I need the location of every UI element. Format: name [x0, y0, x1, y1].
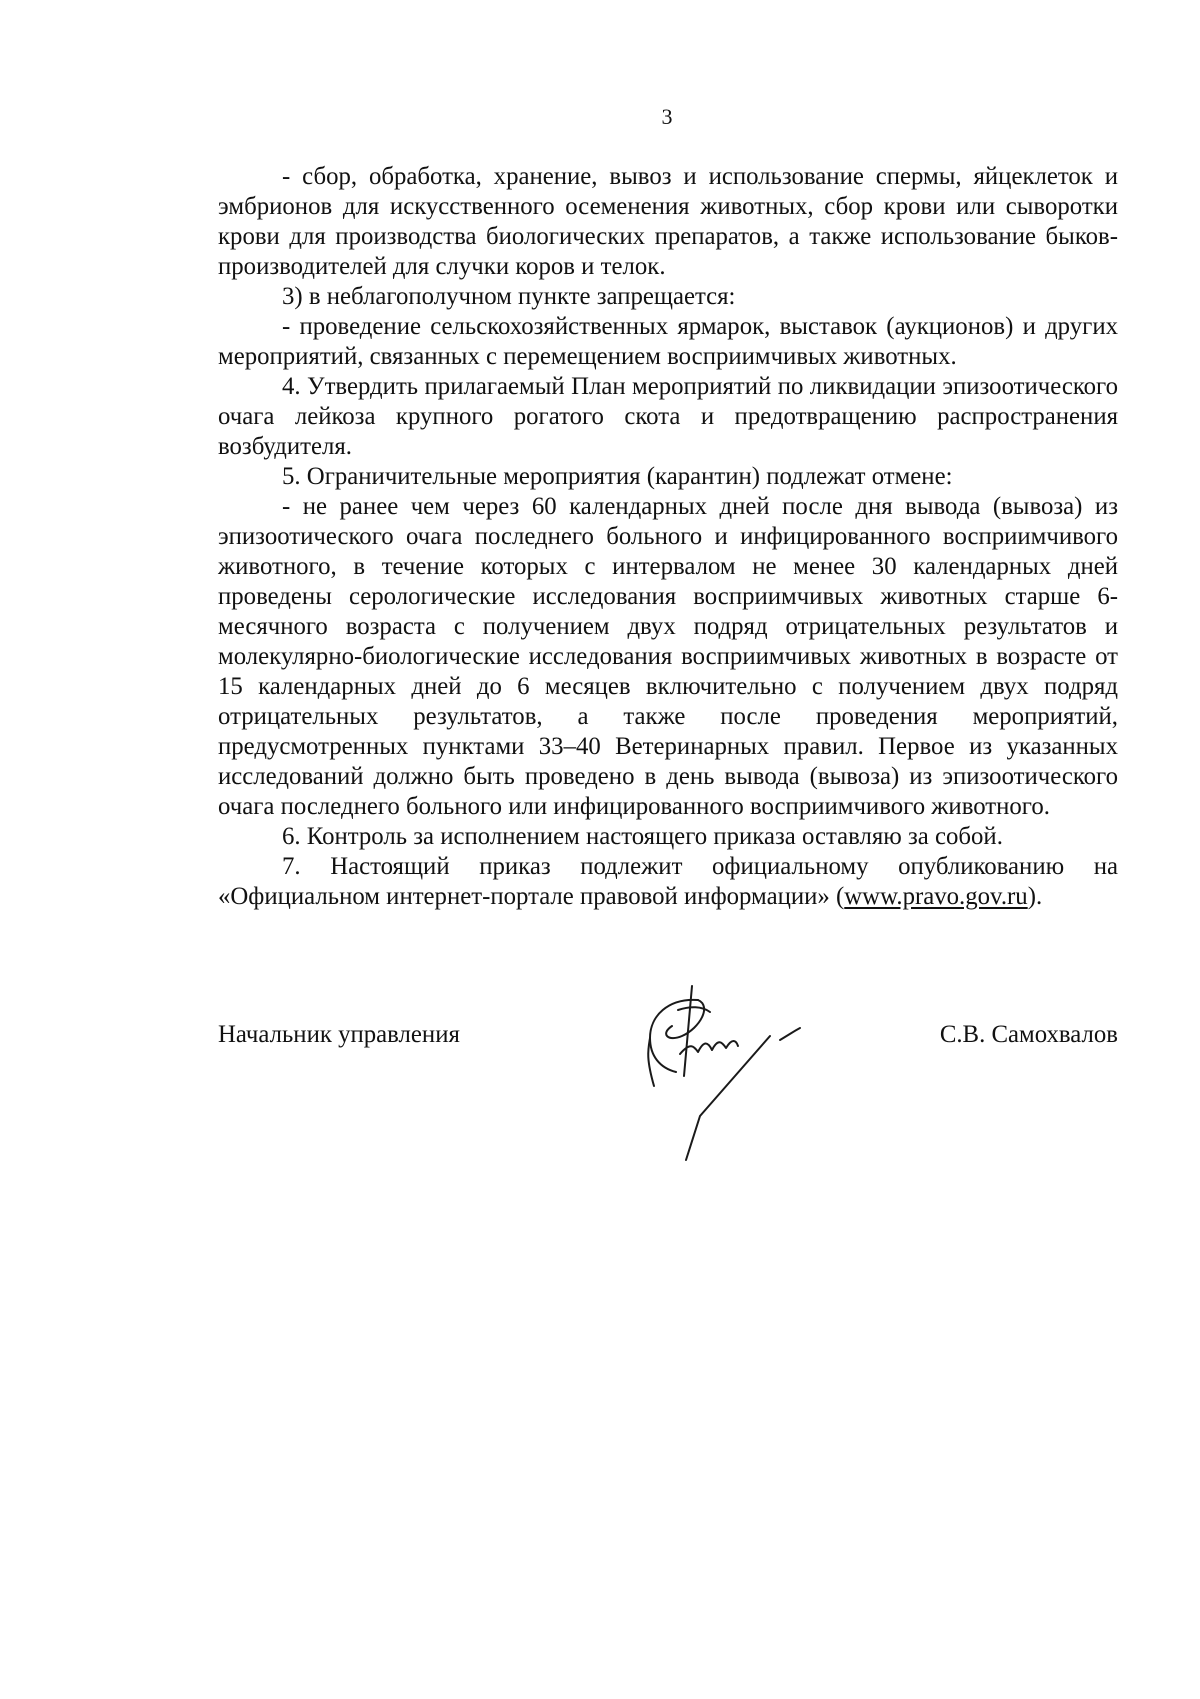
publication-link[interactable]: www.pravo.gov.ru: [844, 883, 1028, 910]
page-number: 3: [661, 104, 673, 129]
paragraph-publication: [218, 852, 1118, 912]
paragraph-plan-approval: 4. Утвердить прилагаемый План мероприятий по ликвидации эпизоотического очага лейкоза крупного рогатого скота и предотвращению распространения возбудителя.: [218, 373, 1118, 460]
signer-name: С.В. Самохвалов: [939, 1021, 1118, 1048]
paragraph-prohibited-heading: 3) в неблагополучном пункте запрещается:: [282, 283, 736, 310]
publication-text: 7. Настоящий приказ подлежит официальному опубликованию на «Официальном интернет-портале правовой информации» (: [218, 853, 1118, 910]
paragraph-semen-collection: - сбор, обработка, хранение, вывоз и использование спермы, яйцеклеток и эмбрионов для искусственного осеменения животных, сбор крови или сыворотки крови для производства биологических препаратов, а также использование быков-производителей для случки коров и телок.: [218, 163, 1118, 280]
paragraph-control: 6. Контроль за исполнением настоящего приказа оставляю за собой.: [282, 823, 1003, 850]
paragraph-fairs-ban: - проведение сельскохозяйственных ярмарок, выставок (аукционов) и других мероприятий, связанных с перемещением восприимчивых животных.: [218, 313, 1118, 370]
signer-position: Начальник управления: [218, 1021, 460, 1048]
document-body: [218, 162, 1118, 912]
handwritten-signature: [620, 976, 820, 1176]
paragraph-quarantine-cancel-heading: 5. Ограничительные мероприятия (карантин) подлежат отмене:: [282, 463, 953, 490]
paragraph-quarantine-conditions: - не ранее чем через 60 календарных дней после дня вывода (вывоза) из эпизоотического очага последнего больного и инфицированного восприимчивого животного, в течение которых с интервалом не менее 30 календарных дней проведены серологические исследования восприимчивых животных старше 6-месячного возраста с получением двух подряд отрицательных результатов и молекулярно-биологические исследования восприимчивых животных в возрасте от 15 календарных дней до 6 месяцев включительно с получением двух подряд отрицательных результатов, а также после проведения мероприятий, предусмотренных пунктами 33–40 Ветеринарных правил. Первое из указанных исследований должно быть проведено в день вывода (вывоза) из эпизоотического очага последнего больного или инфицированного восприимчивого животного.: [218, 493, 1118, 820]
publication-text-end: ).: [1027, 883, 1043, 910]
